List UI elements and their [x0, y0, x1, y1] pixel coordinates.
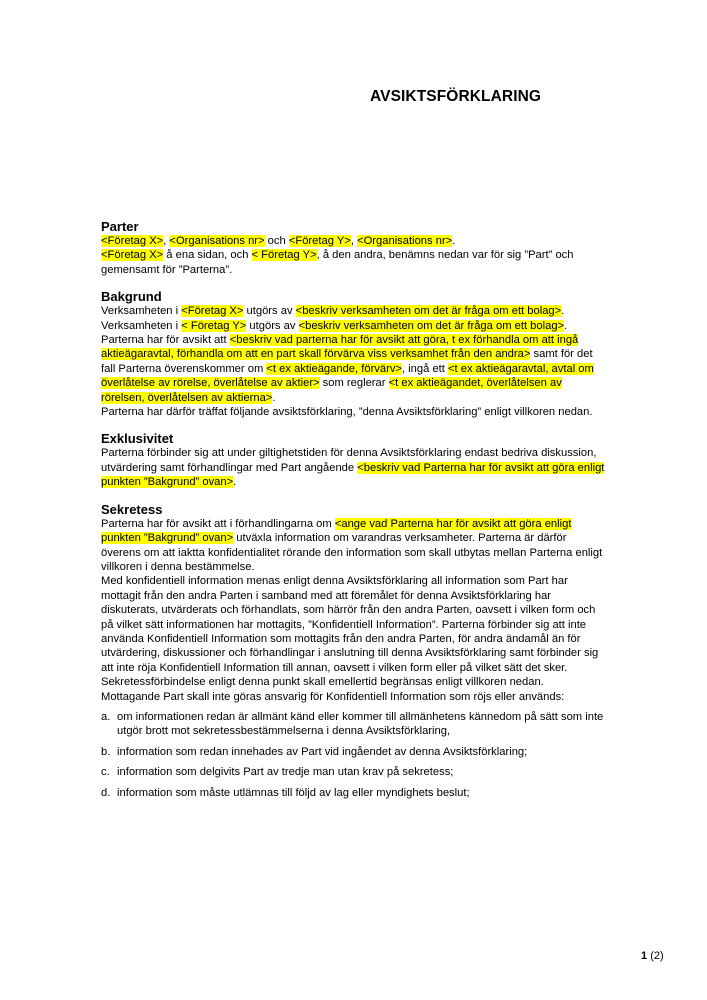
text: samt för det fall Parterna överenskommer om	[101, 348, 593, 375]
list-item	[101, 745, 607, 759]
section-bakgrund	[101, 289, 607, 419]
list-item-text: om informationen redan är allmänt känd eller kommer till allmänhetens kännedom på sätt som inte utgör brott mot sekretessbestämmelserna i denna Avsiktsförklaring,	[117, 710, 604, 738]
placeholder-company-x: <Företag X>	[101, 249, 164, 262]
text: ,	[163, 235, 170, 247]
list-item	[101, 765, 607, 779]
list-item-label: a.	[101, 710, 111, 723]
list-item-label: c.	[101, 766, 110, 779]
list-item	[101, 786, 607, 800]
text: å ena sidan, och	[163, 249, 252, 262]
list-item-label: d.	[101, 786, 111, 799]
text: som reglerar	[319, 377, 389, 390]
text: Parterna förbinder sig att under giltighetstiden för denna Avsiktsförklaring endast bedriva diskussion, utvärdering samt förhandlingar med Part angående	[101, 447, 597, 474]
sekretess-paragraph-1	[101, 517, 607, 575]
text: Parterna har för avsikt att i förhandlingarna om	[101, 517, 335, 530]
section-heading-sekretess: Sekretess	[101, 501, 163, 517]
bakgrund-conclusion-paragraph: Parterna har därför träffat följande avsiktsförklaring, ”denna Avsiktsförklaring” enligt villkoren nedan.	[101, 406, 593, 419]
text: , ingå ett	[401, 362, 448, 375]
placeholder-company-y: < Företag Y>	[181, 319, 247, 332]
list-item-text: information som måste utlämnas till följd av lag eller myndighets beslut;	[117, 786, 470, 799]
total-pages: (2)	[650, 950, 664, 962]
placeholder-company-y: < Företag Y>	[251, 249, 317, 262]
bakgrund-line-1	[101, 304, 607, 318]
text: utgörs av	[246, 319, 299, 332]
placeholder-contract-type: <t ex aktieägaravtal, avtal om överlåtelse av rörelse, överlåtelse av aktier>	[101, 362, 594, 390]
exceptions-list	[101, 710, 607, 800]
list-item-text: information som delgivits Part av tredje man utan krav på sekretess;	[117, 766, 454, 779]
sekretess-paragraph-3: Mottagande Part skall inte göras ansvarig för Konfidentiell Information som röjs eller används:	[101, 690, 565, 703]
placeholder-intent-reference: <ange vad Parterna har för avsikt att göra enligt punkten ”Bakgrund” ovan>	[101, 517, 572, 545]
bakgrund-line-2	[101, 319, 607, 333]
placeholder-agreement-type: <t ex aktieägande, förvärv>	[266, 362, 402, 375]
text: utväxla information om varandras verksamheter. Parterna är därför överens om att iaktta konfidentialitet rörande den information som skall utbytas mellan Parterna enligt villkoren i denna bestämmelse.	[101, 532, 603, 573]
section-heading-bakgrund: Bakgrund	[101, 289, 162, 305]
list-item-text: information som redan innehades av Part vid ingåendet av denna Avsiktsförklaring;	[117, 745, 528, 758]
current-page: 1	[641, 950, 648, 962]
placeholder-company-x: <Företag X>	[101, 235, 164, 247]
placeholder-intent-reference: <beskriv vad Parterna har för avsikt att göra enligt punkten ”Bakgrund” ovan>	[101, 461, 605, 489]
bakgrund-intent-paragraph	[101, 333, 607, 405]
section-sekretess	[101, 502, 607, 800]
section-exklusivitet	[101, 431, 607, 489]
list-item-label: b.	[101, 745, 111, 758]
placeholder-org-nr-1: <Organisations nr>	[169, 235, 265, 247]
text: .	[564, 319, 568, 332]
page-number	[641, 950, 664, 962]
text: .	[233, 476, 237, 489]
section-heading-exklusivitet: Exklusivitet	[101, 431, 174, 447]
text: Parterna har för avsikt att	[101, 334, 230, 347]
text: .	[561, 305, 565, 318]
placeholder-business-description: <beskriv verksamheten om det är fråga om ett bolag>	[295, 305, 562, 318]
list-item	[101, 710, 607, 739]
placeholder-regulation-subject: <t ex aktieägandet, överlåtelsen av rörelsen, överlåtelsen av aktierna>	[101, 377, 562, 404]
placeholder-intent: <beskriv vad parterna har för avsikt att göra, t ex förhandla om att ingå aktieägaravtal, förhandla om att en part skall förvärva viss verksamhet från den andra>	[101, 334, 579, 361]
placeholder-company-y: <Företag Y>	[288, 235, 351, 247]
text: Verksamheten i	[101, 305, 182, 318]
parter-line	[101, 234, 607, 248]
text: Verksamheten i	[101, 319, 182, 332]
exklusivitet-paragraph	[101, 446, 607, 489]
text: ,	[350, 235, 358, 247]
text: utgörs av	[243, 305, 296, 318]
placeholder-org-nr-2: <Organisations nr>	[357, 235, 453, 247]
sekretess-paragraph-2: Med konfidentiell information menas enligt denna Avsiktsförklaring all information som Part har mottagit från den andra Parten i samband med att föremålet för denna Avsiktsförklaring har diskuterats, utvärderats och förhandlats, som härrör från den andra Parten, oavsett i vilken form och på vilket sätt informationen har mottagits, ”Konfidentiell Information”. Parterna förbinder sig att inte använda Konfidentiell Information som mottagits från den andra Parten, för andra ändamål än för utvärdering, diskussioner och förhandlingar i anslutning till denna Avsiktsförklaring samt förbinder sig att inte röja Konfidentiell Information till annan, oavsett i vilken form eller på vilket sätt det sker. Sekretessförbindelse enligt denna punkt skall emellertid begränsas enligt villkoren nedan.	[101, 575, 599, 689]
placeholder-business-description: <beskriv verksamheten om det är fråga om ett bolag>	[298, 319, 565, 332]
text: .	[272, 391, 276, 404]
text: , å den andra, benämns nedan var för sig ”Part” och gemensamt för ”Parterna”.	[101, 249, 574, 276]
document-title: AVSIKTSFÖRKLARING	[370, 88, 542, 105]
text: och	[264, 235, 289, 247]
section-parter	[101, 219, 607, 277]
parter-definition-paragraph	[101, 248, 607, 277]
section-heading-parter: Parter	[101, 219, 139, 234]
text: .	[452, 235, 456, 247]
document-body	[101, 219, 607, 800]
placeholder-company-x: <Företag X>	[181, 305, 244, 318]
